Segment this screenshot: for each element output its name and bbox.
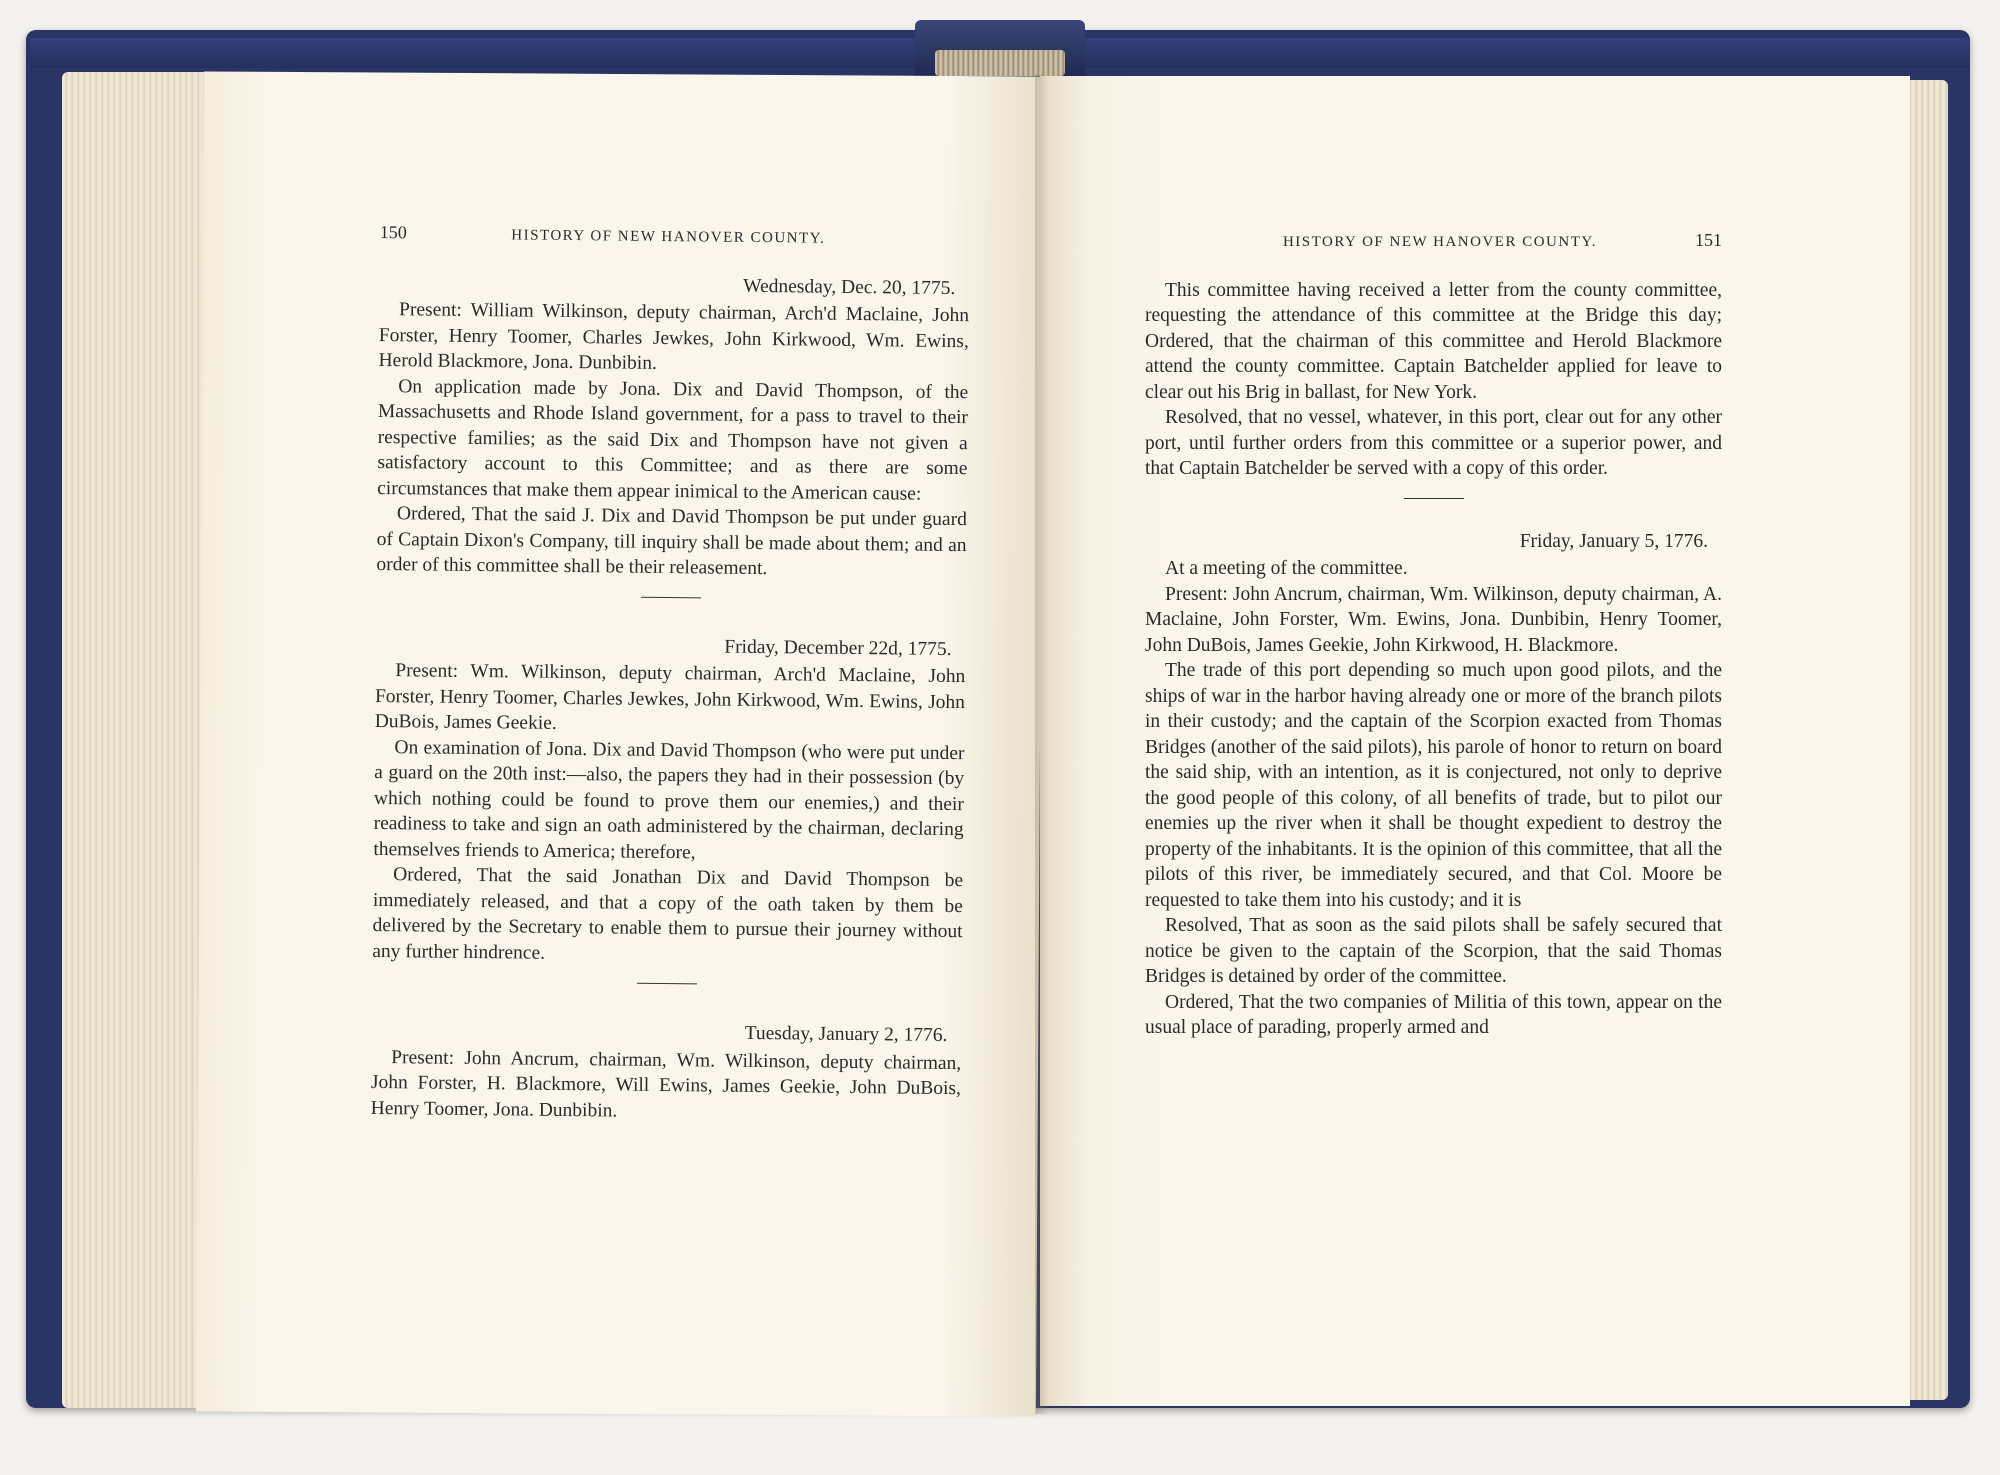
right-page-number: 151 <box>1695 230 1722 250</box>
entry-paragraph: Resolved, that no vessel, whatever, in this port, clear out for any other port, until further orders from this committee or a superior power, and that Captain Batchelder be served with a copy of this order. <box>1145 407 1722 479</box>
entry-paragraph: Present: William Wilkinson, deputy chairman, Arch'd Maclaine, John Forster, Henry Toomer, Charles Jewkes, John Kirkwood, Wm. Ewins, Herold Blackmore, Jona. Dunbibin. <box>378 299 970 374</box>
entry-paragraph: At a meeting of the committee. <box>1165 558 1408 579</box>
entry-paragraph: Ordered, That the two companies of Militia of this town, appear on the usual place of parading, properly armed and <box>1145 991 1722 1038</box>
left-page-number: 150 <box>379 221 407 243</box>
entry-paragraph: Ordered, That the said J. Dix and David Thompson be put under guard of Captain Dixon's Company, till inquiry shall be made about them; and an order of this committee shall be their releasement. <box>376 503 968 580</box>
entry-paragraph: Present: John Ancrum, chairman, Wm. Wilkinson, deputy chairman, John Forster, H. Blackmore, Will Ewins, James Geekie, John DuBois, Henry Toomer, Jona. Dunbibin. <box>370 1046 962 1122</box>
section-divider <box>1404 498 1464 499</box>
entry-date: Wednesday, Dec. 20, 1775. <box>743 275 956 299</box>
entry-date: Friday, January 5, 1776. <box>1519 530 1708 552</box>
entry-paragraph: On application made by Jona. Dix and David Thompson, of the Massachusetts and Rhode Island government, for a pass to travel to their respective families; as the said Dix and Thompson have not given a satisfactory account to this Committee; and as there are some circumstances that make them appear inimical to the American cause: <box>377 375 969 505</box>
right-running-head <box>1145 228 1722 256</box>
entry-dec-22 <box>372 630 965 970</box>
entry-jan-5 <box>1145 529 1722 1041</box>
right-running-title: HISTORY OF NEW HANOVER COUNTY. <box>1282 234 1598 250</box>
entry-date: Tuesday, January 2, 1776. <box>744 1022 948 1046</box>
entry-jan-2 <box>371 1017 962 1127</box>
spine-page-edges <box>935 50 1065 76</box>
entry-paragraph: On examination of Jona. Dix and David Thompson (who were put under a guard on the 20th inst:—also, the papers they had in their possession (by which nothing could be found to prove them our enemies,) and their readiness to take and sign an oath administered by the chairman, declaring themselves friends to America; therefore, <box>373 736 965 863</box>
entry-date: Friday, December 22d, 1775. <box>724 636 952 660</box>
entry-continuation <box>1145 278 1722 482</box>
entry-paragraph: Present: John Ancrum, chairman, Wm. Wilkinson, deputy chairman, A. Maclaine, John Forster, Wm. Ewins, Jona. Dunbibin, Henry Toomer, John DuBois, James Geekie, John Kirkwood, H. Blackmore. <box>1145 583 1722 656</box>
entry-paragraph: Present: Wm. Wilkinson, deputy chairman, Arch'd Maclaine, John Forster, Henry Toomer, Charles Jewkes, John Kirkwood, Wm. Ewins, John DuBois, James Geekie. <box>374 660 966 734</box>
entry-dec-20 <box>376 269 969 583</box>
left-page-text <box>371 220 970 1127</box>
right-page-text <box>1145 228 1722 1041</box>
entry-paragraph: The trade of this port depending so much upon good pilots, and the ships of war in the harbor having already one or more of the branch pilots in their custody; and the captain of the Scorpion exacted from Thomas Bridges (another of the said pilots), his parole of honor to return on board the said ship, with an intention, as it is conjectured, not only to deprive the good people of this colony, of all benefits of trade, but to pilot our enemies up the river when it shall be thought expedient to destroy the property of the inhabitants. It is the opinion of this committee, that all the pilots of this river, be immediately secured, and that Col. Moore be requested to take them into his custody; and it is <box>1145 660 1722 911</box>
entry-paragraph: Ordered, That the said Jonathan Dix and David Thompson be immediately released, and that a copy of the oath taken by them be delivered by the Secretary to enable them to pursue their journey without any further hindrence. <box>372 864 964 964</box>
book-gutter <box>1035 74 1049 1414</box>
section-divider <box>641 596 701 598</box>
entry-paragraph: This committee having received a letter from the county committee, requesting the attendance of this committee at the Bridge this day; Ordered, that the chairman of this committee and Herold Blackmore attend the county committee. Captain Batchelder applied for leave to clear out his Brig in ballast, for New York. <box>1145 279 1722 403</box>
left-running-head <box>380 220 970 254</box>
left-running-title: HISTORY OF NEW HANOVER COUNTY. <box>511 227 826 247</box>
entry-paragraph: Resolved, That as soon as the said pilots shall be safely secured that notice be given to the captain of the Scorpion, that the said Thomas Bridges is detained by order of the committee. <box>1145 915 1722 987</box>
section-divider <box>637 983 697 985</box>
